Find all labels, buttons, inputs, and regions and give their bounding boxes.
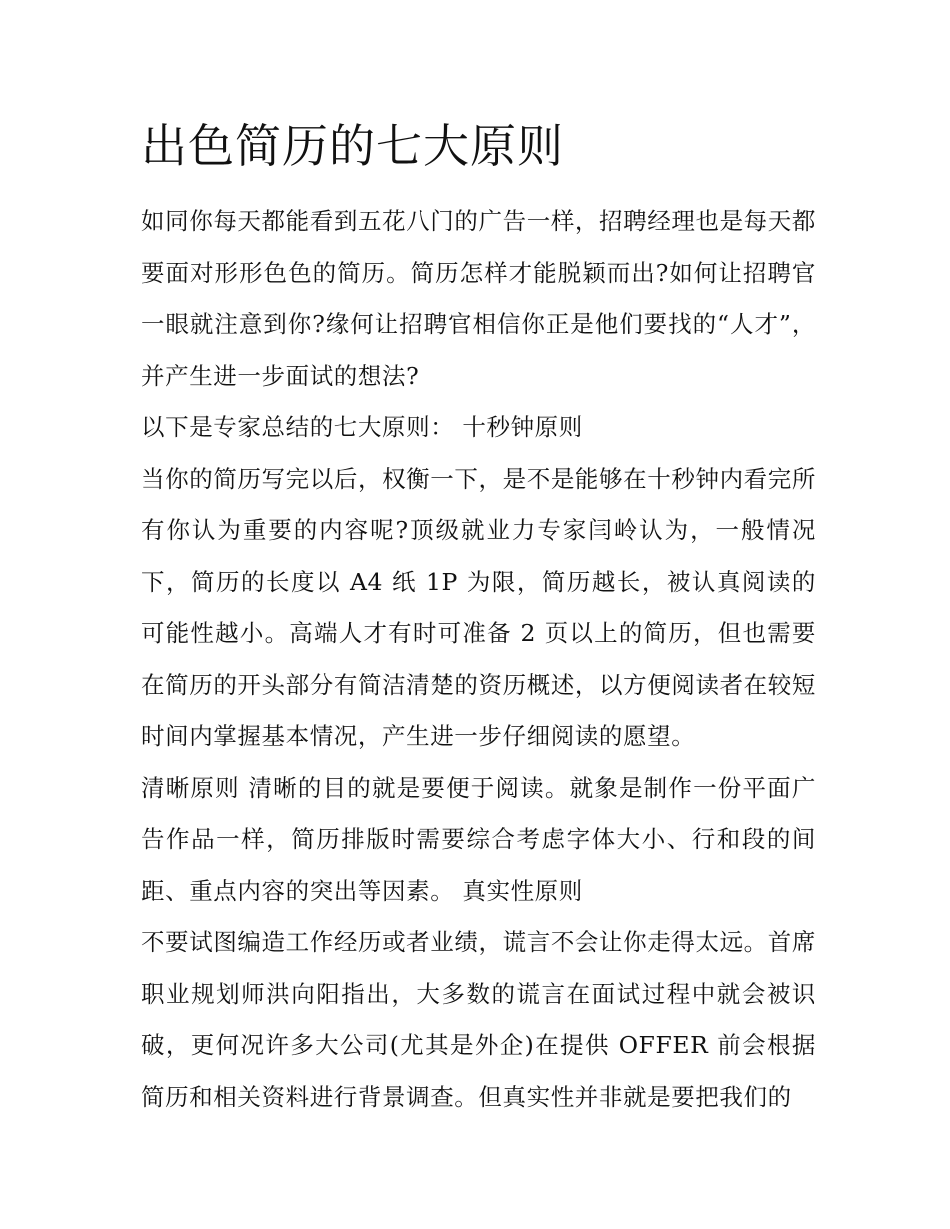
paragraph-intro: 如同你每天都能看到五花八门的广告一样，招聘经理也是每天都要面对形形色色的简历。简历怎样才能脱颖而出?如何让招聘官一眼就注意到你?缘何让招聘官相信你正是他们要找的“人才”，并产生进一步面试的想法? — [141, 207, 816, 390]
paragraph-ten-second-rule: 当你的简历写完以后，权衡一下，是不是能够在十秒钟内看完所有你认为重要的内容呢?顶级就业力专家闫岭认为，一般情况下，简历的长度以 A4 纸 1P 为限，简历越长，被认真阅读的可能性越小。高端人才有时可准备 2 页以上的简历，但也需要在简历的开头部分有简洁清楚的资历概述，以方便阅读者在较短时间内掌握基本情况，产生进一步仔细阅读的愿望。 — [141, 464, 816, 750]
paragraph-truthfulness-rule: 不要试图编造工作经历或者业绩，谎言不会让你走得太远。首席职业规划师洪向阳指出，大多数的谎言在面试过程中就会被识破，更何况许多大公司(尤其是外企)在提供 OFFER 前会根据简历和相关资料进行背景调查。但真实性并非就是要把我们的 — [141, 928, 816, 1111]
paragraph-clarity-rule: 清晰原则 清晰的目的就是要便于阅读。就象是制作一份平面广告作品一样，简历排版时需要综合考虑字体大小、行和段的间距、重点内容的突出等因素。 真实性原则 — [141, 773, 816, 905]
document-title: 出色简历的七大原则 — [141, 119, 564, 173]
paragraph-principles-heading: 以下是专家总结的七大原则： 十秒钟原则 — [141, 413, 583, 441]
document-page — [141, 112, 816, 1123]
